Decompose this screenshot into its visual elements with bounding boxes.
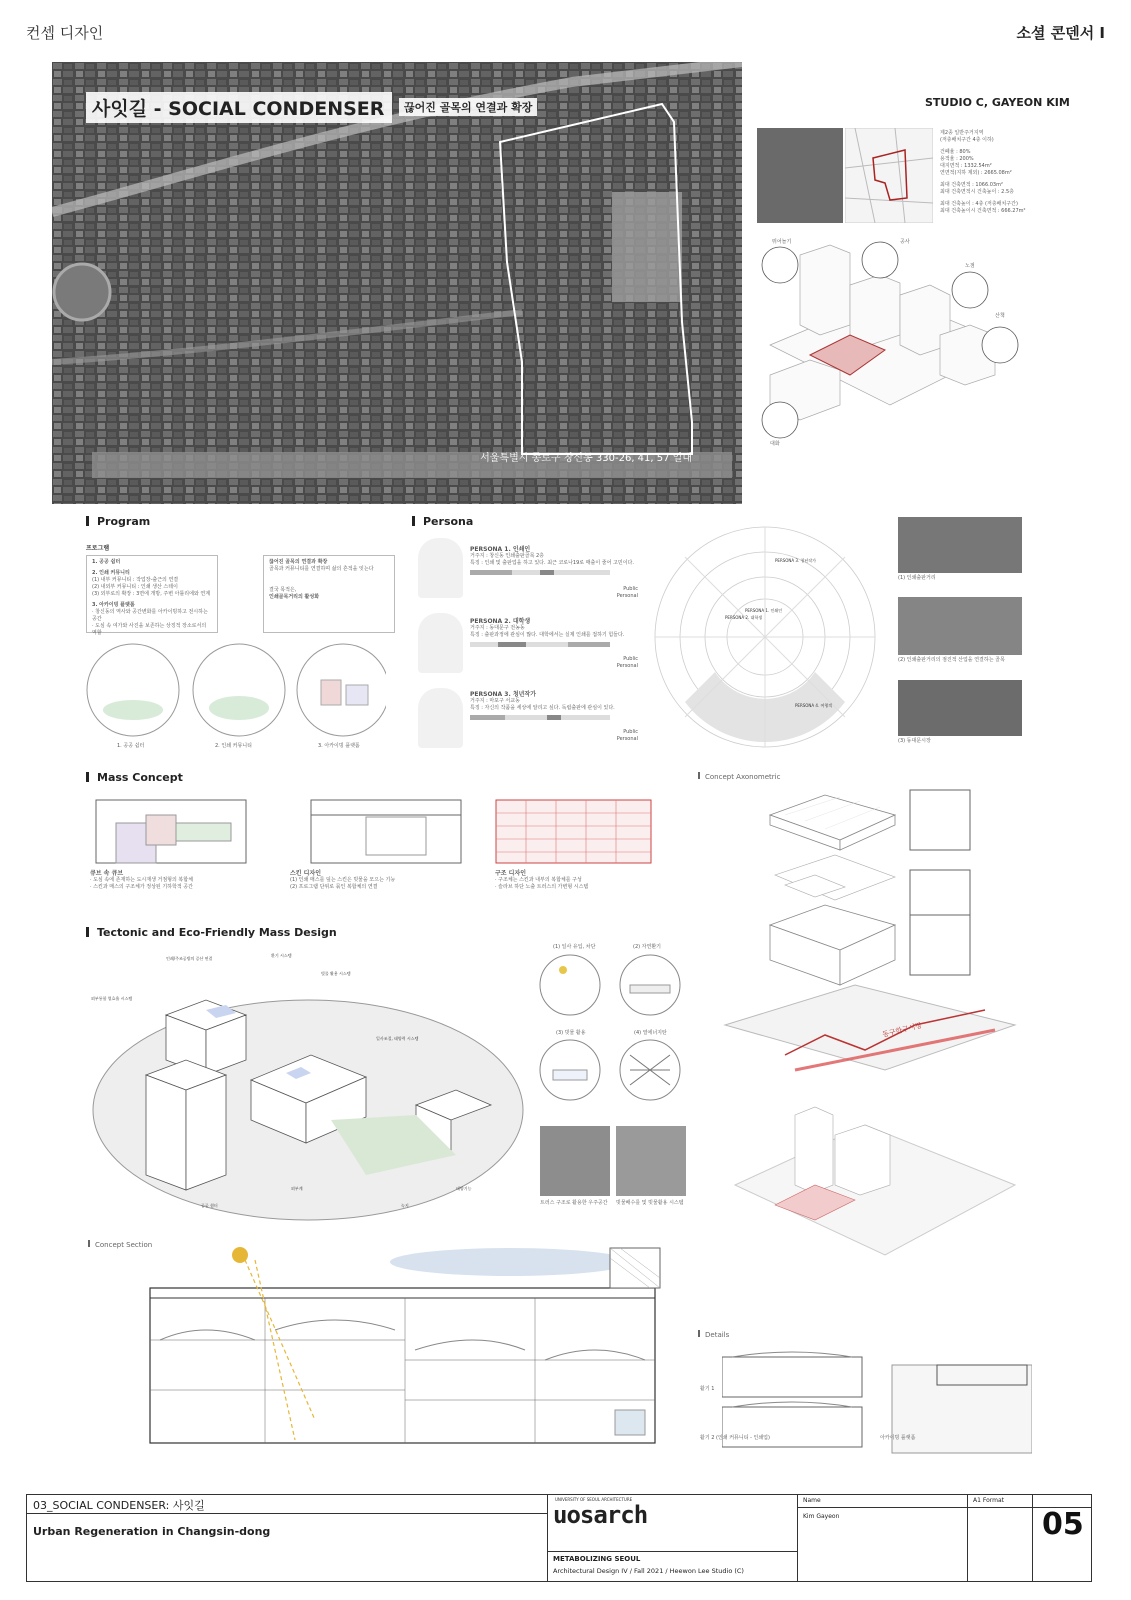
title-block (26, 1494, 1092, 1582)
persona-3 (470, 691, 638, 742)
persona-2 (470, 618, 638, 669)
program-circle-label-3: 3. 아카이빙 플랫폼 (318, 743, 360, 749)
mass-title-1: 큐브 속 큐브 (90, 870, 124, 877)
tb-sheet-number: 05 (1042, 1507, 1084, 1542)
site-axonometric (750, 235, 1035, 450)
site-area: 대지면적 : 1332.54m² (940, 163, 992, 169)
program-item-2-desc: (1) 내부 커뮤니티 : 작업장-출근의 연결 (2) 내외부 커뮤니티 : 인쇄 생산 스테이 (3) 외부로의 확장 : 3면에 개방, 주변 아틀리에와 연계 (92, 577, 211, 597)
truss-photo (540, 1126, 610, 1196)
axo-label-a: 뛰어놀기 (772, 239, 792, 245)
persona-2-title: PERSONA 2. 대학생 (470, 618, 531, 625)
persona-radial-diagram (645, 522, 885, 752)
persona-list (418, 538, 638, 748)
panel-photo (616, 1126, 686, 1196)
eco-label-1: (1) 일사 유입, 차단 (553, 944, 596, 950)
section-persona: Persona (412, 515, 473, 528)
section-concept-axo: Concept Axonometric (698, 772, 780, 781)
tb-format: A1 Format (973, 1497, 1004, 1504)
tb-studio-sub: Architectural Design IV / Fall 2021 / Heewon Lee Studio (C) (553, 1567, 744, 1575)
persona-1-line1: 거주지 : 창신동 인쇄출판골목 2층 (470, 553, 545, 559)
header-left: 컨셉 디자인 (26, 24, 104, 42)
site-max-building: 최대 건축면적 : 1066.03m² (940, 182, 1003, 188)
radial-p4: PERSONA 4. 여행객 (795, 703, 833, 708)
program-heading: 프로그램 (86, 545, 110, 552)
program-goal-bottom2: 인쇄골목거리의 활성화 (269, 594, 320, 600)
persona-2-line1: 거주지 : 동대문구 전농동 (470, 625, 525, 631)
program-circle-label-1: 1. 공공 쉼터 (117, 743, 145, 749)
tb-name-value: Kim Gayeon (803, 1513, 840, 1520)
program-goal-bottom1: 결국 목적은, (269, 587, 297, 593)
mass-desc-1: · 도심 속에 존재하는 도시재생 거점형의 복합체 · 스킨과 매스의 구조체가 정상된 기하학적 공간 (90, 877, 193, 890)
mass-concept-2 (290, 870, 480, 891)
program-circle-label-2: 2. 인쇄 커뮤니티 (215, 743, 252, 749)
persona-2-legend-a: Public (623, 656, 638, 662)
tect-l7: 공공 쉼터 (201, 1203, 218, 1208)
program-item-3: 3. 아카이빙 플랫폼 (92, 602, 135, 608)
persona-2-legend-b: Personal (616, 663, 638, 669)
section-tectonic: Tectonic and Eco-Friendly Mass Design (86, 926, 337, 939)
hero-subtitle: 끊어진 골목의 연결과 확장 (399, 98, 537, 116)
persona-3-line1: 거주지 : 마포구 서교동 (470, 698, 520, 704)
studio-credit: STUDIO C, GAYEON KIM (925, 96, 1070, 109)
section-program: Program (86, 515, 150, 528)
radial-p1: PERSONA 1. 인쇄인 (745, 608, 783, 613)
persona-3-bar (470, 715, 610, 720)
site-info (940, 130, 1060, 215)
mass-concept-1 (90, 870, 280, 891)
persona-2-figure (418, 613, 463, 673)
eco-label-4: (4) 열에너지탄 (634, 1030, 667, 1036)
mass-desc-3: · 구조체는 스킨과 내부의 복합체를 구성 · 슬라브 하단 노출 트러스의 가변형 시스템 (495, 877, 589, 890)
aerial-texture (52, 62, 742, 504)
axo-label-e: 대화 (770, 441, 780, 447)
site-zone-sub: (저층배치구간 4층 이하) (940, 137, 994, 143)
photo-alley (898, 597, 1022, 655)
program-list (86, 555, 218, 636)
mass-concept-diagrams (86, 795, 666, 865)
tb-uni: UNIVERSITY OF SEOUL ARCHITECTURE (555, 1497, 633, 1502)
persona-2-line2: 특징 : 출판과정에 관심이 많다. 대학에서는 실제 인쇄를 접하기 힘들다. (470, 632, 625, 638)
site-max-height: 최대 건축면적시 건축높이 : 2.5층 (940, 189, 1014, 195)
mass-desc-2: (1) 인쇄 매스를 덮는 스킨은 빗물을 모으는 기능 (2) 프로그램 단위로 묶인 복합체의 연결 (290, 877, 396, 890)
axo-label-b: 공사 (900, 239, 910, 245)
persona-3-legend-b: Personal (616, 736, 638, 742)
aerial-photo (52, 62, 742, 504)
program-goal-desc: 골목과 커뮤니티를 연결하며 삶의 흔적을 잇는다 (269, 566, 374, 572)
site-floor-area: 연면적(지하 제외) : 2665.08m² (940, 170, 1012, 176)
persona-1-line2: 특징 : 인쇄 및 출판업을 하고 있다. 최근 코로나19로 매출이 줄어 고민이다. (470, 560, 634, 566)
persona-3-figure (418, 688, 463, 748)
tect-l4: 일사조절, 태양력 시스템 (376, 1036, 419, 1041)
photo-caption-3: (3) 동대문시장 (898, 738, 931, 744)
program-goal-title: 끊어진 골목의 연결과 확장 (269, 559, 328, 565)
concept-axo-stack (715, 785, 1025, 1325)
tb-logo: uosarch (553, 1501, 648, 1529)
hero-title: 사잇길 - SOCIAL CONDENSER (86, 92, 392, 123)
site-address: 서울특별시 종로구 창신동 330-26, 41, 57 일대 (480, 453, 692, 464)
persona-3-legend-a: Public (623, 729, 638, 735)
site-max-floor-area: 최대 건축높이시 건축면적 : 666.27m² (940, 208, 1026, 214)
persona-3-title: PERSONA 3. 청년작가 (470, 691, 537, 698)
tect-l8: 녹지 (401, 1203, 409, 1208)
tb-project: 03_SOCIAL CONDENSER: 사잇길 (33, 1499, 205, 1512)
site-photo-thumb (757, 128, 843, 223)
section-details: Details (698, 1330, 729, 1339)
eco-caption-1: 트러스 구조로 활용한 우주공간 (540, 1200, 608, 1206)
photo-printing-street (898, 517, 1022, 573)
persona-1-legend-a: Public (623, 586, 638, 592)
tb-subtitle: Urban Regeneration in Changsin-dong (33, 1525, 271, 1538)
eco-label-3: (3) 빗물 활용 (556, 1030, 586, 1036)
program-item-2: 2. 인쇄 커뮤니티 (92, 570, 130, 576)
photo-caption-2: (2) 인쇄출판거리의 점진적 산업을 연결하는 골목 (898, 657, 1005, 663)
program-item-1: 1. 공공 쉼터 (92, 559, 121, 565)
tect-l1: 인쇄/주조공방의 증산 연결 (166, 956, 213, 961)
persona-3-line2: 특징 : 자신의 작품을 세상에 알리고 싶다. 독립출판에 관심이 있다. (470, 705, 615, 711)
eco-label-2: (2) 자연환기 (633, 944, 661, 950)
detail-label-2: 활기 2 (인쇄 커뮤니티 - 인쇄업) (700, 1435, 770, 1441)
persona-1-bar (470, 570, 610, 575)
mass-title-2: 스킨 디자인 (290, 870, 322, 877)
tectonic-diagram (86, 945, 531, 1225)
persona-1-legend-b: Personal (616, 593, 638, 599)
tb-studio-title: METABOLIZING SEOUL (553, 1555, 641, 1563)
tb-name-label: Name (803, 1497, 821, 1504)
photo-caption-1: (1) 인쇄출판거리 (898, 575, 936, 581)
site-far: 용적율 : 200% (940, 156, 974, 162)
axo-tag: 동구한구시장 (881, 1021, 923, 1039)
section-concept-section: Concept Section (88, 1240, 152, 1249)
persona-2-bar (470, 642, 610, 647)
tect-l2: 환기 시스템 (271, 953, 292, 958)
mass-title-3: 구조 디자인 (495, 870, 527, 877)
eco-caption-2: 빗물배수를 및 빗물활용 시스템 (616, 1200, 684, 1206)
tect-l6: 외부계 (291, 1186, 303, 1191)
tect-l3: 빗물 활용 시스템 (321, 971, 351, 976)
mass-concept-3 (495, 870, 685, 891)
axo-label-c: 노점 (965, 263, 975, 269)
site-zone: 제2종 일반주거지역 (940, 130, 984, 136)
section-mass-concept: Mass Concept (86, 771, 183, 784)
radial-p3: PERSONA 3. 청년작가 (775, 558, 816, 563)
site-coverage: 건폐율 : 80% (940, 149, 971, 155)
program-item-3-desc: · 창신동의 역사와 공간변화를 아카이빙하고 전시하는 공간 · 도심 속 여가와 사진을 보존하는 상징적 장소로서의 역할 (92, 609, 208, 636)
program-goal (263, 555, 395, 633)
tect-l9: 태양기능 (456, 1186, 472, 1191)
photo-market (898, 680, 1022, 736)
tect-l5: 외부통합 열효율 시스템 (91, 996, 133, 1001)
concept-section-drawing (115, 1240, 685, 1455)
detail-label-1: 활기 1 (700, 1386, 715, 1392)
program-circles (86, 640, 386, 750)
site-max-floors: 최대 건축높이 : 4층 (저층배치구간) (940, 201, 1018, 207)
persona-1 (470, 546, 638, 599)
persona-1-title: PERSONA 1. 인쇄인 (470, 546, 531, 553)
axo-label-d: 산책 (995, 313, 1005, 319)
radial-p2: PERSONA 2. 대학생 (725, 615, 763, 620)
persona-1-figure (418, 538, 463, 598)
header-right: 소셜 콘덴서 I (1016, 24, 1105, 42)
detail-label-3: 아카이빙 플랫폼 (880, 1435, 916, 1441)
site-plan-thumb (845, 128, 933, 223)
